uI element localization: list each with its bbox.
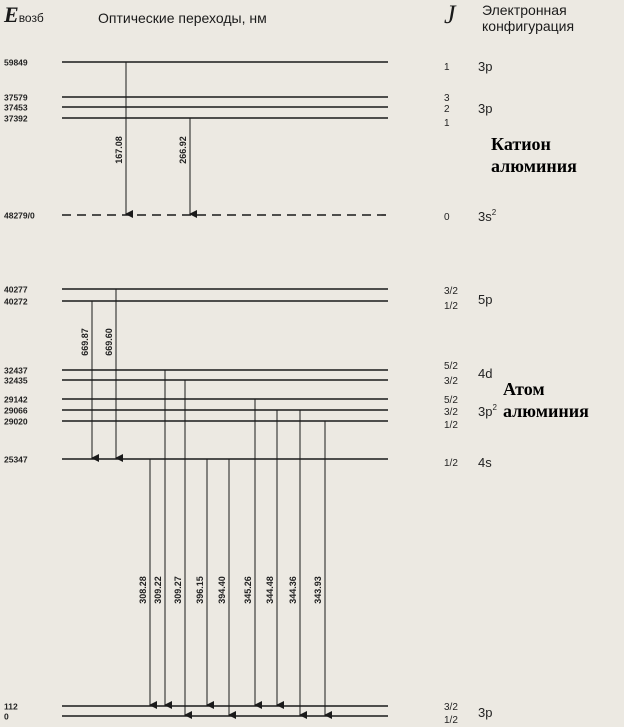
transition-266: [178, 118, 190, 214]
level-37453: [4, 101, 492, 116]
level-j-label: 1: [444, 62, 450, 73]
level-j-label: 5/2: [444, 395, 458, 406]
level-energy-label: 29142: [4, 394, 28, 405]
level-energy-label: 48279/0: [4, 210, 35, 221]
level-29020: [4, 417, 458, 432]
transition-344a: [265, 410, 277, 705]
level-37392: [4, 114, 450, 130]
level-config-label: 4d: [478, 366, 493, 381]
transition-344b: [288, 410, 300, 715]
transition-wavelength-label: 344.48: [265, 576, 275, 604]
level-j-label: 1: [444, 118, 450, 129]
level-25347: [4, 455, 492, 471]
transition-wavelength-label: 344.36: [288, 576, 298, 604]
level-j-label: 1/2: [444, 715, 458, 726]
level-j-label: 3/2: [444, 407, 458, 418]
level-48279: [4, 208, 497, 224]
level-energy-label: 37392: [4, 113, 28, 124]
level-config-sup: 2: [492, 403, 497, 412]
level-energy-label: 40272: [4, 296, 28, 307]
transition-wavelength-label: 394.40: [217, 576, 227, 604]
level-energy-label: 25347: [4, 454, 28, 465]
transition-wavelength-label: 345.26: [243, 576, 253, 604]
transition-wavelength-label: 343.93: [313, 576, 323, 604]
ion-label-line2: алюминия: [491, 156, 577, 176]
level-j-label: 1/2: [444, 458, 458, 469]
transition-309b: [173, 380, 185, 715]
level-config-label: 3p: [478, 101, 493, 116]
level-32437: [4, 361, 492, 381]
energy-symbol: E: [4, 2, 19, 27]
level-energy-label: 32435: [4, 375, 28, 386]
levels-group: [4, 58, 497, 727]
level-j-label: 3/2: [444, 376, 458, 387]
level-config-label: 5p: [478, 292, 493, 307]
atom-label-line1: Атом: [503, 379, 545, 399]
transition-308: [138, 459, 150, 705]
level-j-label: 3: [444, 93, 450, 104]
level-40277: [4, 285, 492, 308]
level-energy-label: 40277: [4, 284, 28, 295]
level-32435: [4, 376, 458, 388]
transition-394: [217, 459, 229, 715]
level-j-label: 0: [444, 212, 450, 223]
transition-345: [243, 399, 255, 705]
level-j-label: 3/2: [444, 286, 458, 297]
level-config-label: $3p^2$: [478, 403, 497, 419]
level-energy-label: 37453: [4, 102, 28, 113]
level-energy-label: 0: [4, 711, 9, 722]
level-energy-label: 37579: [4, 92, 28, 103]
level-j-label: 1/2: [444, 301, 458, 312]
level-j-label: 3/2: [444, 702, 458, 713]
level-energy-label: 32437: [4, 365, 28, 376]
j-column-title: J: [444, 0, 456, 29]
level-j-label: 5/2: [444, 361, 458, 372]
level-40272: [4, 297, 458, 313]
level-59849: [4, 58, 492, 75]
level-j-label: 1/2: [444, 420, 458, 431]
level-config-sup: 2: [491, 208, 497, 217]
transition-669b: [104, 289, 116, 458]
energy-subscript: возб: [18, 11, 44, 25]
level-config-label: 3p: [478, 705, 493, 720]
config-title-line2: конфигурация: [482, 18, 575, 34]
transitions-title: Оптические переходы, нм: [98, 10, 267, 26]
transition-wavelength-label: 308.28: [138, 576, 148, 604]
transition-wavelength-label: 266.92: [178, 136, 188, 164]
level-112: [4, 702, 492, 721]
level-j-label: 2: [444, 104, 450, 115]
transition-wavelength-label: 396.15: [195, 576, 205, 604]
transition-wavelength-label: 167.08: [114, 136, 124, 164]
transition-167: [114, 62, 126, 214]
level-29142: [4, 395, 458, 407]
level-energy-label: 112: [4, 701, 18, 712]
config-title-line1: Электронная: [482, 2, 567, 18]
level-energy-label: 29066: [4, 405, 28, 416]
level-energy-label: 29020: [4, 416, 28, 427]
transitions-group: [80, 62, 325, 715]
transition-396: [195, 459, 207, 705]
ion-label-line1: Катион: [491, 134, 551, 154]
level-config-label: $3s^2$: [478, 208, 497, 224]
atom-label-line2: алюминия: [503, 401, 589, 421]
level-config-label: 4s: [478, 455, 492, 470]
transition-wavelength-label: 309.22: [153, 576, 163, 604]
level-29066: [4, 403, 497, 419]
level-0: [4, 712, 458, 727]
transition-wavelength-label: 669.87: [80, 328, 90, 356]
transition-343: [313, 421, 325, 715]
level-energy-label: 59849: [4, 57, 28, 68]
transition-wavelength-label: 669.60: [104, 328, 114, 356]
transition-wavelength-label: 309.27: [173, 576, 183, 604]
level-config-label: 3p: [478, 59, 493, 74]
level-37579: [4, 93, 450, 105]
